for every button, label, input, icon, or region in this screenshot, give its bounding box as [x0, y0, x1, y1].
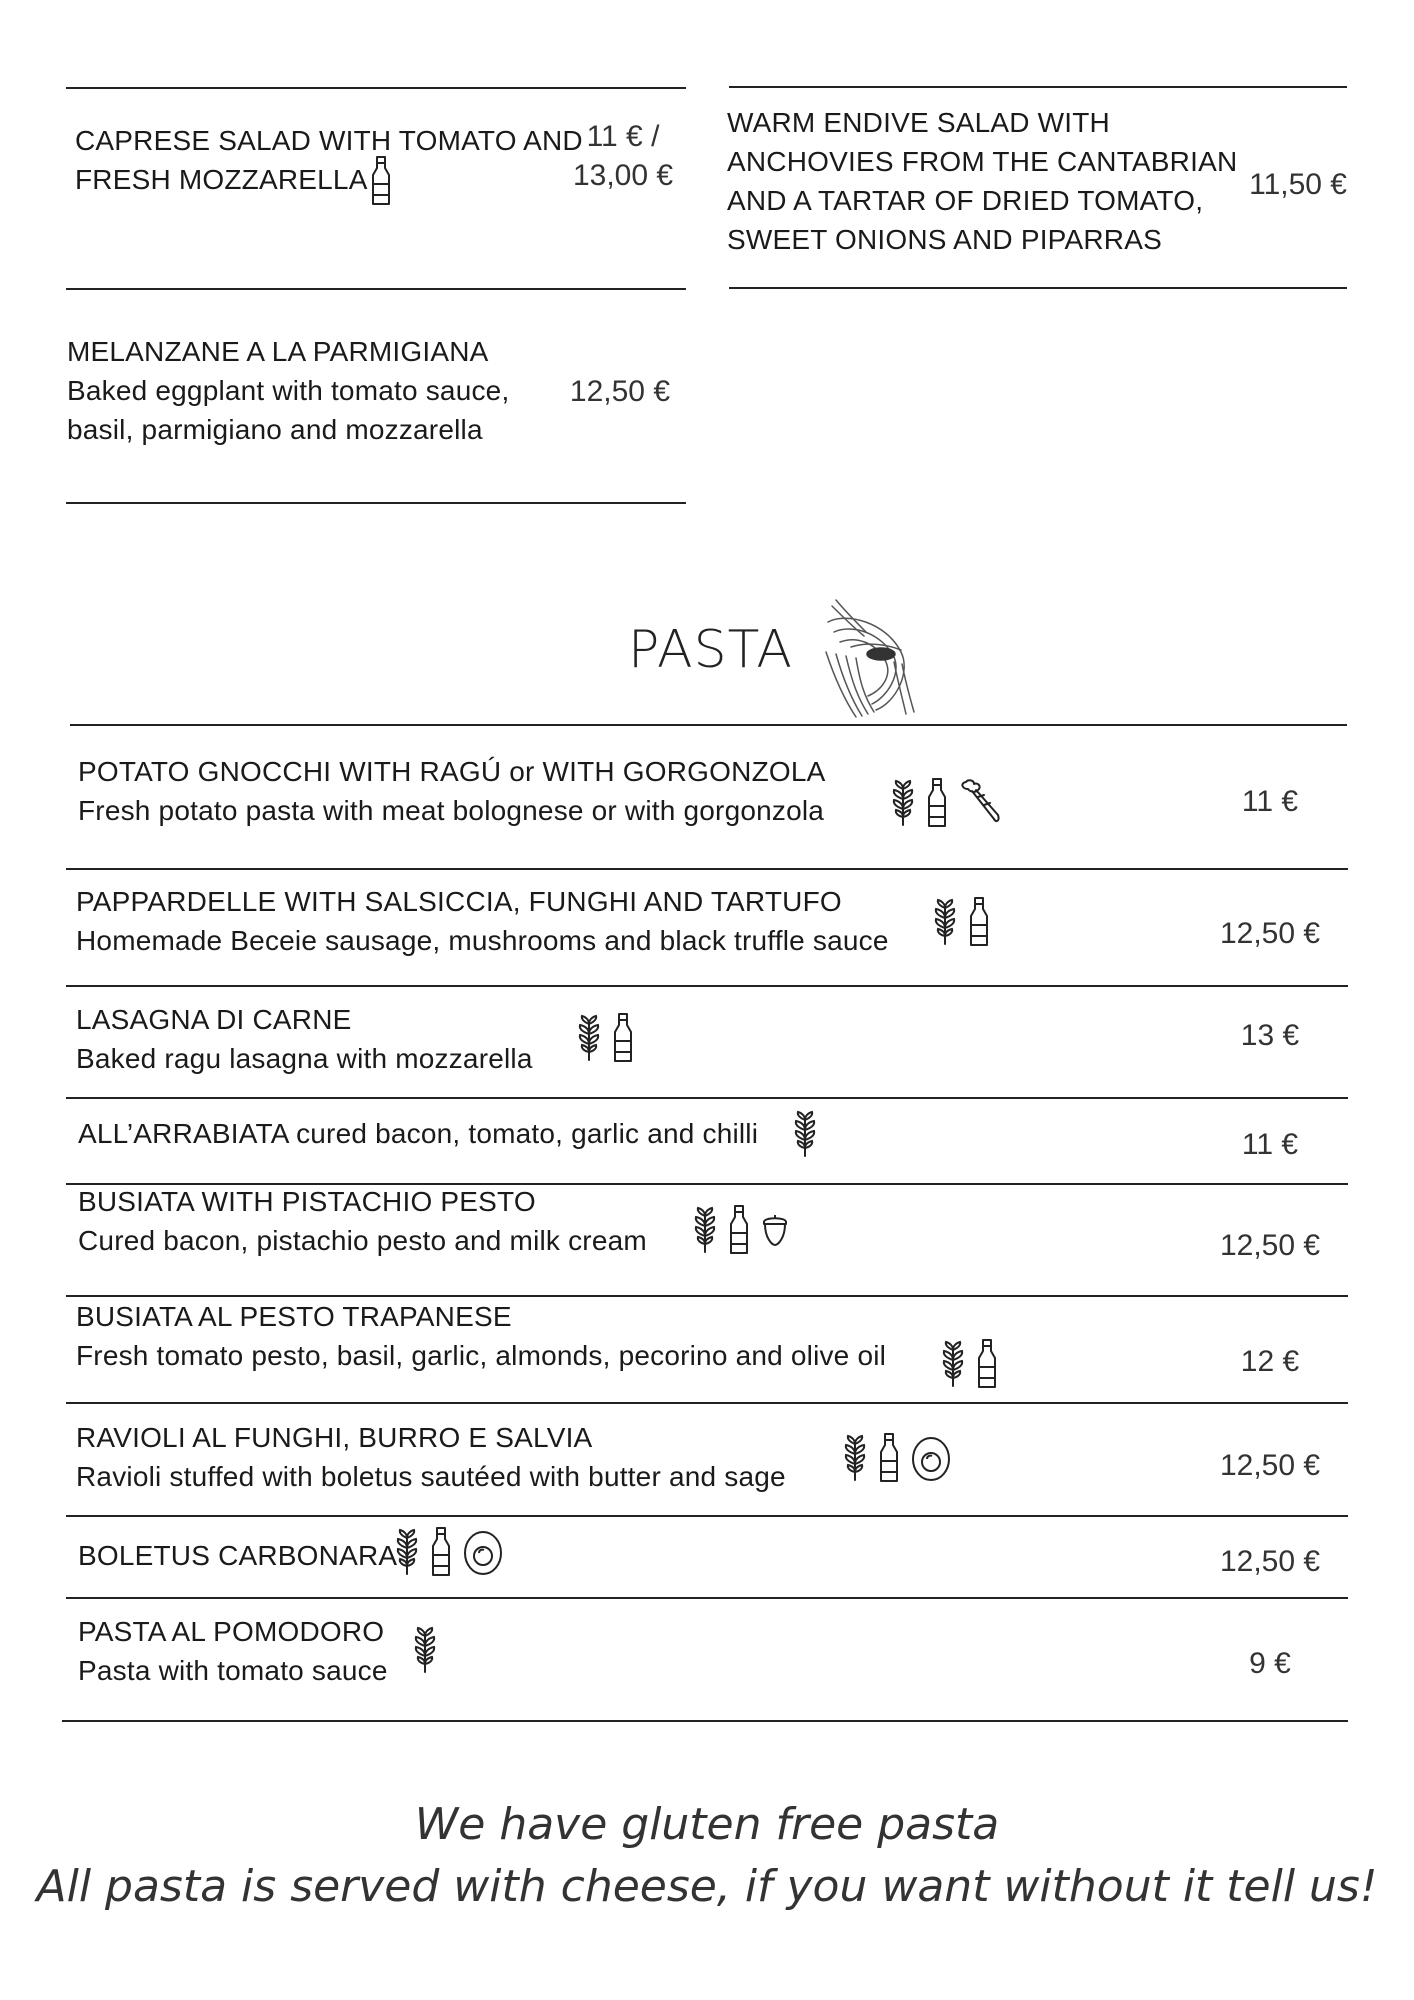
allergen-icons [792, 1110, 818, 1158]
divider [729, 86, 1347, 88]
item-text [78, 1114, 758, 1153]
item-price: 11 € [1241, 785, 1299, 818]
item-name: BUSIATA AL PESTO TRAPANESE [76, 1301, 512, 1332]
item-description: Ravioli stuffed with boletus sautéed with butter and sage [76, 1461, 786, 1492]
divider [729, 287, 1347, 289]
item-name: LASAGNA DI CARNE [76, 1004, 352, 1035]
allergen-icons [692, 1204, 790, 1256]
egg-icon [462, 1528, 504, 1576]
wheat-icon [792, 1110, 818, 1158]
melanzane-item: MELANZANE A LA PARMIGIANA Baked eggplant with tomato sauce, basil, parmigiano and mozzarella [67, 336, 510, 445]
item-price: 12,50 € [1219, 917, 1321, 950]
divider [66, 1402, 1348, 1404]
wheat-icon [394, 1528, 420, 1576]
item-price: 13 € [1240, 1019, 1300, 1052]
allergen-icons [412, 1626, 438, 1674]
nut-icon [760, 1212, 790, 1248]
item-text [76, 1297, 886, 1375]
item-price: 11 € [1241, 1128, 1299, 1161]
wheat-icon [576, 1014, 602, 1062]
item-name: PASTA AL POMODORO [78, 1616, 385, 1647]
item-price: 12 € [1240, 1345, 1300, 1378]
item-price: 11,50 € [1249, 168, 1347, 201]
item-price: 12,50 € [1219, 1229, 1321, 1262]
item-description: Homemade Beceie sausage, mushrooms and black truffle sauce [76, 925, 889, 956]
item-description: Pasta with tomato sauce [78, 1655, 388, 1686]
wheat-icon [890, 779, 916, 827]
endive-salad-item: WARM ENDIVE SALAD WITH ANCHOVIES FROM THE CANTABRIAN AND A TARTAR OF DRIED TOMATO, SWEET ONIONS AND PIPARRAS [727, 107, 1238, 255]
milk-bottle-icon [878, 1432, 900, 1484]
item-description: Fresh tomato pesto, basil, garlic, almonds, pecorino and olive oil [76, 1340, 887, 1371]
milk-bottle-icon [612, 1012, 634, 1064]
item-text [78, 1182, 647, 1260]
allergen-icons [932, 896, 990, 948]
divider [66, 87, 686, 89]
divider [66, 288, 686, 290]
item-price: 12,50 € [1219, 1545, 1321, 1578]
milk-bottle-icon [370, 155, 392, 207]
item-text [78, 1536, 397, 1575]
wheat-icon [842, 1434, 868, 1482]
pasta-illustration-icon [806, 592, 926, 727]
allergen-icons [394, 1526, 504, 1578]
allergen-icons [940, 1338, 998, 1390]
divider [70, 724, 1347, 726]
item-name: CAPRESE SALAD WITH TOMATO AND [75, 125, 583, 156]
divider [62, 1720, 1348, 1722]
divider [66, 1515, 1348, 1517]
item-name: FRESH MOZZARELLA [75, 164, 368, 195]
divider [66, 1097, 1348, 1099]
item-name: ALL’ARRABIATA cured bacon, tomato, garlic and chilli [78, 1118, 759, 1149]
allergen-icons [370, 155, 392, 207]
wheat-icon [940, 1340, 966, 1388]
gluten-free-note: We have gluten free pasta [414, 1799, 1000, 1850]
milk-bottle-icon [728, 1204, 750, 1256]
allergen-icons [576, 1012, 634, 1064]
item-price: 11 € / 13,00 € [572, 120, 674, 192]
divider [66, 1597, 1348, 1599]
item-text [78, 1612, 388, 1690]
milk-bottle-icon [968, 896, 990, 948]
item-name: PAPPARDELLE WITH SALSICCIA, FUNGHI AND TARTUFO [76, 886, 842, 917]
item-price: 9 € [1249, 1647, 1291, 1680]
wheat-icon [412, 1626, 438, 1674]
item-text [78, 752, 826, 830]
divider [66, 502, 686, 504]
item-description: Cured bacon, pistachio pesto and milk cream [78, 1225, 647, 1256]
wheat-icon [932, 898, 958, 946]
allergen-icons [842, 1432, 952, 1484]
milk-bottle-icon [430, 1526, 452, 1578]
item-text [76, 1418, 786, 1496]
item-name: BOLETUS CARBONARA [78, 1540, 398, 1571]
allergen-icons [890, 777, 1002, 829]
item-name: BUSIATA WITH PISTACHIO PESTO [78, 1186, 536, 1217]
item-text [76, 1000, 533, 1078]
item-price: 12,50 € [569, 375, 670, 408]
caprese-salad-item [75, 121, 583, 199]
divider [66, 868, 1348, 870]
divider [66, 985, 1348, 987]
egg-icon [910, 1434, 952, 1482]
cheese-note: All pasta is served with cheese, if you want without it tell us! [36, 1861, 1378, 1912]
milk-bottle-icon [926, 777, 948, 829]
item-name: POTATO GNOCCHI WITH RAGÚ or WITH GORGONZOLA [78, 756, 826, 787]
item-name: RAVIOLI AL FUNGHI, BURRO E SALVIA [76, 1422, 593, 1453]
section-title: PASTA [628, 620, 793, 680]
wheat-icon [692, 1206, 718, 1254]
milk-bottle-icon [976, 1338, 998, 1390]
item-price: 12,50 € [1219, 1449, 1321, 1482]
item-text [76, 882, 889, 960]
item-description: Baked ragu lasagna with mozzarella [76, 1043, 533, 1074]
item-description: Fresh potato pasta with meat bolognese or with gorgonzola [78, 795, 825, 826]
celery-icon [958, 779, 1002, 827]
